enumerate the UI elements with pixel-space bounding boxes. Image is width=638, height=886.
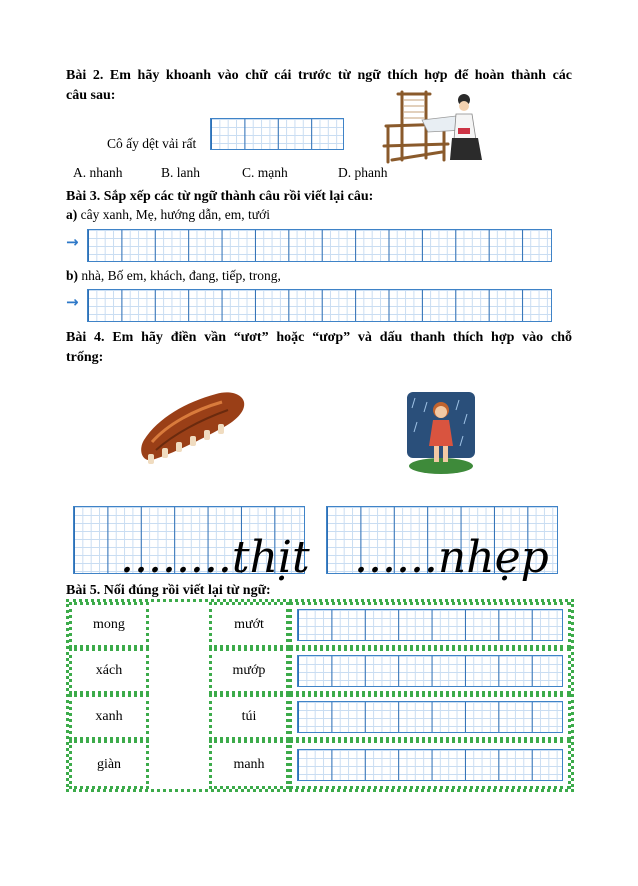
arrow-right-icon: → [66, 233, 79, 251]
bai3-b-words: nhà, Bố em, khách, đang, tiếp, trong, [78, 268, 281, 283]
bai4-word1-text: thịt [231, 532, 310, 583]
bai4-title-line1: Bài 4. Em hãy điền vần “ươt” hoặc “ươp” và dấu thanh thích hợp vào chỗ [66, 330, 572, 345]
bai3-a-label: a) [66, 207, 78, 222]
bai3-b-line [66, 268, 281, 284]
bai5-left-word-1[interactable]: mong [69, 602, 149, 648]
bai5-right-word-2[interactable]: mướp [209, 648, 289, 694]
bai5-grid-cell-3 [289, 694, 571, 740]
arrow-right-icon: → [66, 293, 79, 311]
bai5-left-word-2[interactable]: xách [69, 648, 149, 694]
bai5-grid-cell-1 [289, 602, 571, 648]
bai2-writing-grid[interactable] [210, 118, 344, 150]
bai3-a-writing-grid[interactable] [87, 229, 552, 262]
bai4-word2-blank: ...... [354, 532, 438, 583]
bai3-b-writing-grid[interactable] [87, 289, 552, 322]
bai4-word2-text: nhẹp [437, 532, 549, 583]
bai5-writing-grid-3[interactable] [297, 701, 563, 733]
bai4-word1-blank: ........ [120, 532, 232, 583]
bai5-left-word-3[interactable]: xanh [69, 694, 149, 740]
bai5-writing-grid-2[interactable] [297, 655, 563, 687]
bai2-sentence: Cô ấy dệt vải rất [107, 136, 197, 151]
bai4-title-line2: trống: [66, 350, 104, 365]
grilled-ribs-illustration [138, 388, 248, 470]
bai2-title-line1: Bài 2. Em hãy khoanh vào chữ cái trước từ ngữ thích hợp để hoàn thành các [66, 68, 572, 83]
bai4-word1 [120, 532, 310, 583]
bai3-b-label: b) [66, 268, 79, 283]
bai3-a-line [66, 207, 270, 223]
bai3-title: Bài 3. Sắp xếp các từ ngữ thành câu rồi viết lại câu: [66, 189, 374, 204]
bai2-option-a[interactable]: A. nhanh [73, 165, 123, 180]
bai5-left-word-4[interactable]: giàn [69, 740, 149, 789]
bai5-grid-cell-2 [289, 648, 571, 694]
bai3-a-words: cây xanh, Mẹ, hướng dẫn, em, tưới [77, 207, 270, 222]
bai2-option-d[interactable]: D. phanh [338, 165, 388, 180]
bai2-option-b[interactable]: B. lanh [161, 165, 200, 180]
bai5-writing-grid-1[interactable] [297, 609, 563, 641]
girl-in-rain-illustration [407, 392, 475, 474]
bai5-grid-cell-4 [289, 740, 571, 789]
bai5-writing-grid-4[interactable] [297, 749, 563, 781]
bai5-right-word-1[interactable]: mướt [209, 602, 289, 648]
bai2-option-c[interactable]: C. mạnh [242, 165, 288, 180]
bai5-right-word-4[interactable]: manh [209, 740, 289, 789]
bai4-word2 [354, 532, 549, 583]
weaving-loom-illustration [378, 86, 496, 166]
bai5-right-word-3[interactable]: túi [209, 694, 289, 740]
bai5-title: Bài 5. Nối đúng rồi viết lại từ ngữ: [66, 583, 271, 598]
bai2-title-line2: câu sau: [66, 88, 116, 103]
